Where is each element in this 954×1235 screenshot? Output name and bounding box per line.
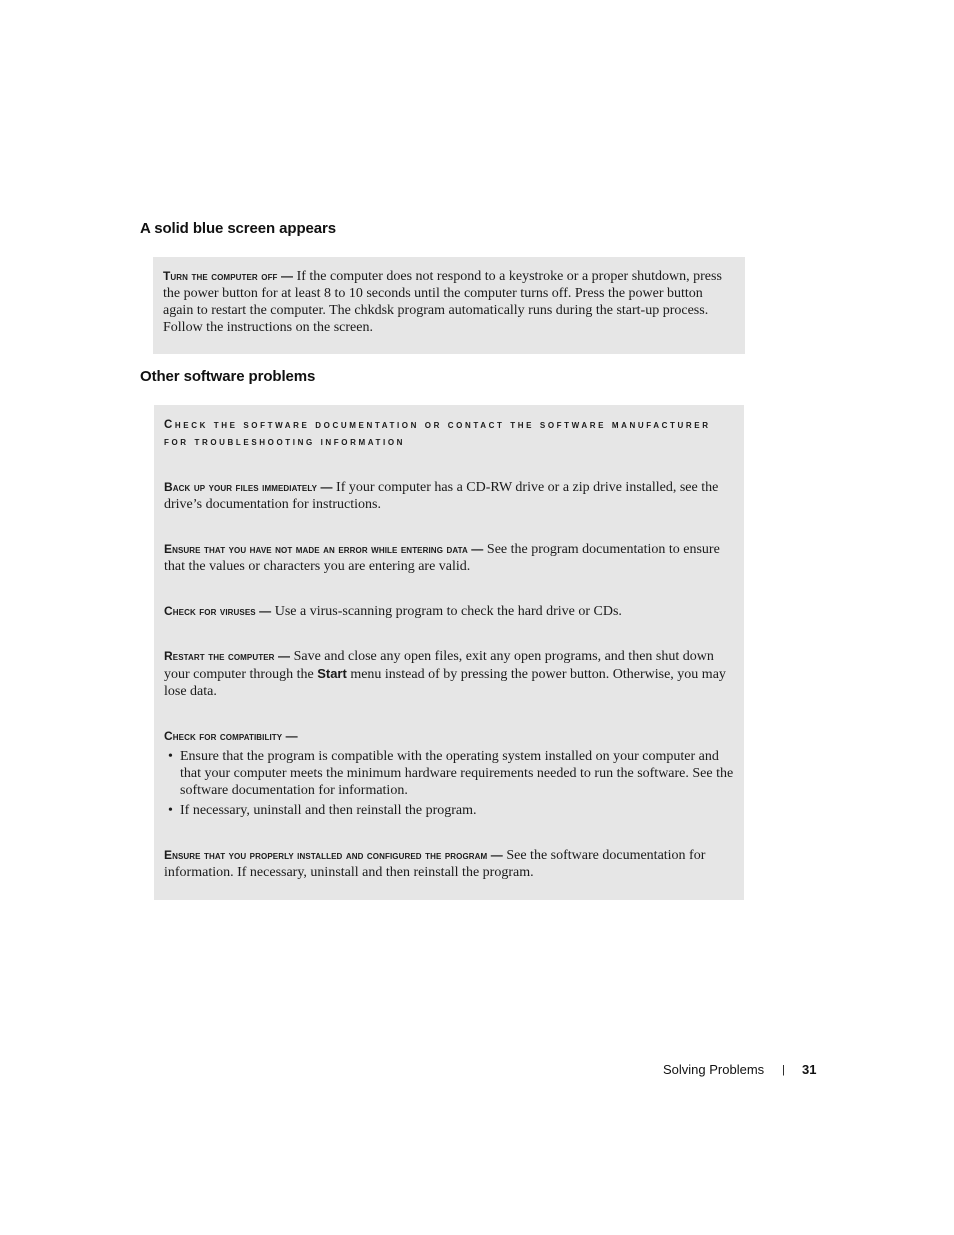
list-item: • Ensure that the program is compatible with the operating system installed on your computer and that your computer meets the minimum hardware requirements needed to run the software. See the software documentation for information. [164,748,734,799]
page-footer [663,1062,816,1077]
tip-lead: Restart the computer — [164,649,291,663]
tip-box-blue-screen [153,257,745,354]
tip-lead: Turn the computer off — [163,269,294,283]
footer-section-title: Solving Problems [663,1062,765,1077]
tip-paragraph-data-entry [164,541,734,575]
start-menu-label: Start [317,666,347,681]
tip-lead: Ensure that you properly installed and configured the program — [164,848,503,862]
tip-body: Use a virus-scanning program to check the hard drive or CDs. [271,604,622,619]
tip-body: If your computer has a CD-RW drive or a zip drive installed, see the drive’s documentation for instructions. [164,480,719,512]
tip-paragraph [163,268,735,336]
tip-paragraph-restart [164,648,734,700]
tip-paragraph-backup [164,479,734,513]
tip-lead: Check for viruses — [164,604,272,618]
list-item: • If necessary, uninstall and then reinstall the program. [164,802,734,819]
compatibility-bullet-list [164,748,734,819]
section-heading-blue-screen: A solid blue screen appears [140,220,336,237]
tip-intro: Check the software documentation or contact the software manufacturer for troubleshooting information [164,419,711,448]
tip-body: If the computer does not respond to a keystroke or a proper shutdown, press the power button for at least 8 to 10 seconds until the computer turns off. Press the power button again to restart the computer. The chkdsk program automatically runs during the start-up process. Follow the instructions on the screen. [163,269,722,335]
tip-body: See the software documentation for information. If necessary, uninstall and then reinstall the program. [164,848,706,880]
footer-separator: | [782,1063,786,1076]
section-heading-software-problems: Other software problems [140,368,316,385]
tip-lead: Ensure that you have not made an error while entering data — [164,542,484,556]
tip-body: Save and close any open files, exit any open programs, and then shut down your computer through the [164,649,714,682]
tip-lead: Check for compatibility — [164,729,298,743]
tip-paragraph-viruses [164,603,734,620]
tip-body: See the program documentation to ensure that the values or characters you are entering are valid. [164,542,720,574]
tip-paragraph-install [164,847,734,881]
tip-body-cont: menu instead of by pressing the power button. Otherwise, you may lose data. [164,667,726,699]
tip-box-software-problems [154,405,744,900]
tip-lead: Back up your files immediately — [164,480,333,494]
tip-paragraph-compatibility [164,728,734,745]
page-number: 31 [802,1062,817,1077]
